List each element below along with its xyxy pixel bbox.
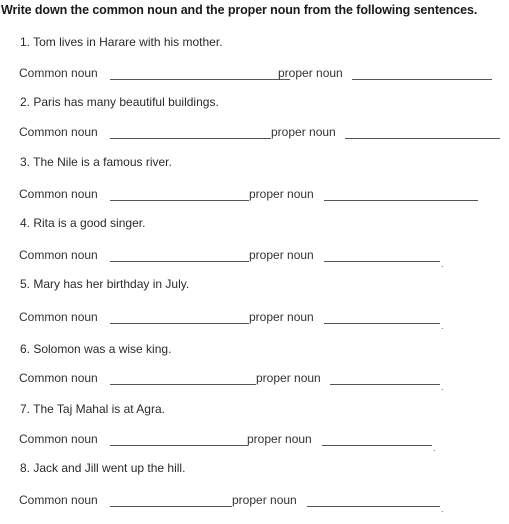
common-noun-blank[interactable] <box>110 79 290 80</box>
common-noun-blank[interactable] <box>110 138 271 139</box>
sentence-2: 2. Paris has many beautiful buildings. <box>20 95 219 109</box>
answer-row-8 <box>19 493 504 514</box>
period-mark: . <box>441 382 444 392</box>
common-noun-label: Common noun <box>19 187 98 201</box>
proper-noun-blank[interactable] <box>330 384 440 385</box>
sentence-3: 3. The Nile is a famous river. <box>20 155 172 169</box>
sentence-6: 6. Solomon was a wise king. <box>20 342 172 356</box>
common-noun-label: Common noun <box>19 493 98 507</box>
answer-row-5 <box>19 310 504 331</box>
answer-row-4 <box>19 248 504 269</box>
period-mark: . <box>441 504 444 514</box>
answer-row-3 <box>19 187 504 203</box>
proper-noun-blank[interactable] <box>345 138 500 139</box>
proper-noun-label: proper noun <box>249 248 314 262</box>
answer-row-2 <box>19 125 504 141</box>
period-mark: . <box>441 259 444 269</box>
common-noun-label: Common noun <box>19 248 98 262</box>
proper-noun-label: proper noun <box>249 187 314 201</box>
worksheet-instruction: Write down the common noun and the proper noun from the following sentences. <box>1 3 478 17</box>
proper-noun-blank[interactable] <box>324 200 478 201</box>
sentence-8: 8. Jack and Jill went up the hill. <box>20 461 186 475</box>
common-noun-label: Common noun <box>19 371 98 385</box>
common-noun-blank[interactable] <box>110 200 249 201</box>
proper-noun-label: proper noun <box>278 66 343 80</box>
common-noun-label: Common noun <box>19 66 98 80</box>
proper-noun-blank[interactable] <box>307 506 440 507</box>
common-noun-blank[interactable] <box>110 384 256 385</box>
answer-row-1 <box>19 66 504 82</box>
common-noun-label: Common noun <box>19 125 98 139</box>
proper-noun-label: proper noun <box>249 310 314 324</box>
proper-noun-label: proper noun <box>247 432 312 446</box>
sentence-4: 4. Rita is a good singer. <box>20 216 146 230</box>
proper-noun-blank[interactable] <box>352 79 492 80</box>
sentence-1: 1. Tom lives in Harare with his mother. <box>20 35 223 49</box>
common-noun-blank[interactable] <box>110 506 232 507</box>
answer-row-6 <box>19 371 504 392</box>
common-noun-blank[interactable] <box>110 445 248 446</box>
common-noun-label: Common noun <box>19 432 98 446</box>
proper-noun-blank[interactable] <box>324 323 440 324</box>
common-noun-blank[interactable] <box>110 261 249 262</box>
period-mark: . <box>441 321 444 331</box>
sentence-7: 7. The Taj Mahal is at Agra. <box>20 402 165 416</box>
proper-noun-label: proper noun <box>256 371 321 385</box>
common-noun-blank[interactable] <box>110 323 249 324</box>
proper-noun-blank[interactable] <box>324 261 440 262</box>
common-noun-label: Common noun <box>19 310 98 324</box>
proper-noun-label: proper noun <box>271 125 336 139</box>
proper-noun-label: proper noun <box>232 493 297 507</box>
sentence-5: 5. Mary has her birthday in July. <box>20 277 190 291</box>
period-mark: . <box>433 443 436 453</box>
answer-row-7 <box>19 432 504 453</box>
proper-noun-blank[interactable] <box>322 445 432 446</box>
